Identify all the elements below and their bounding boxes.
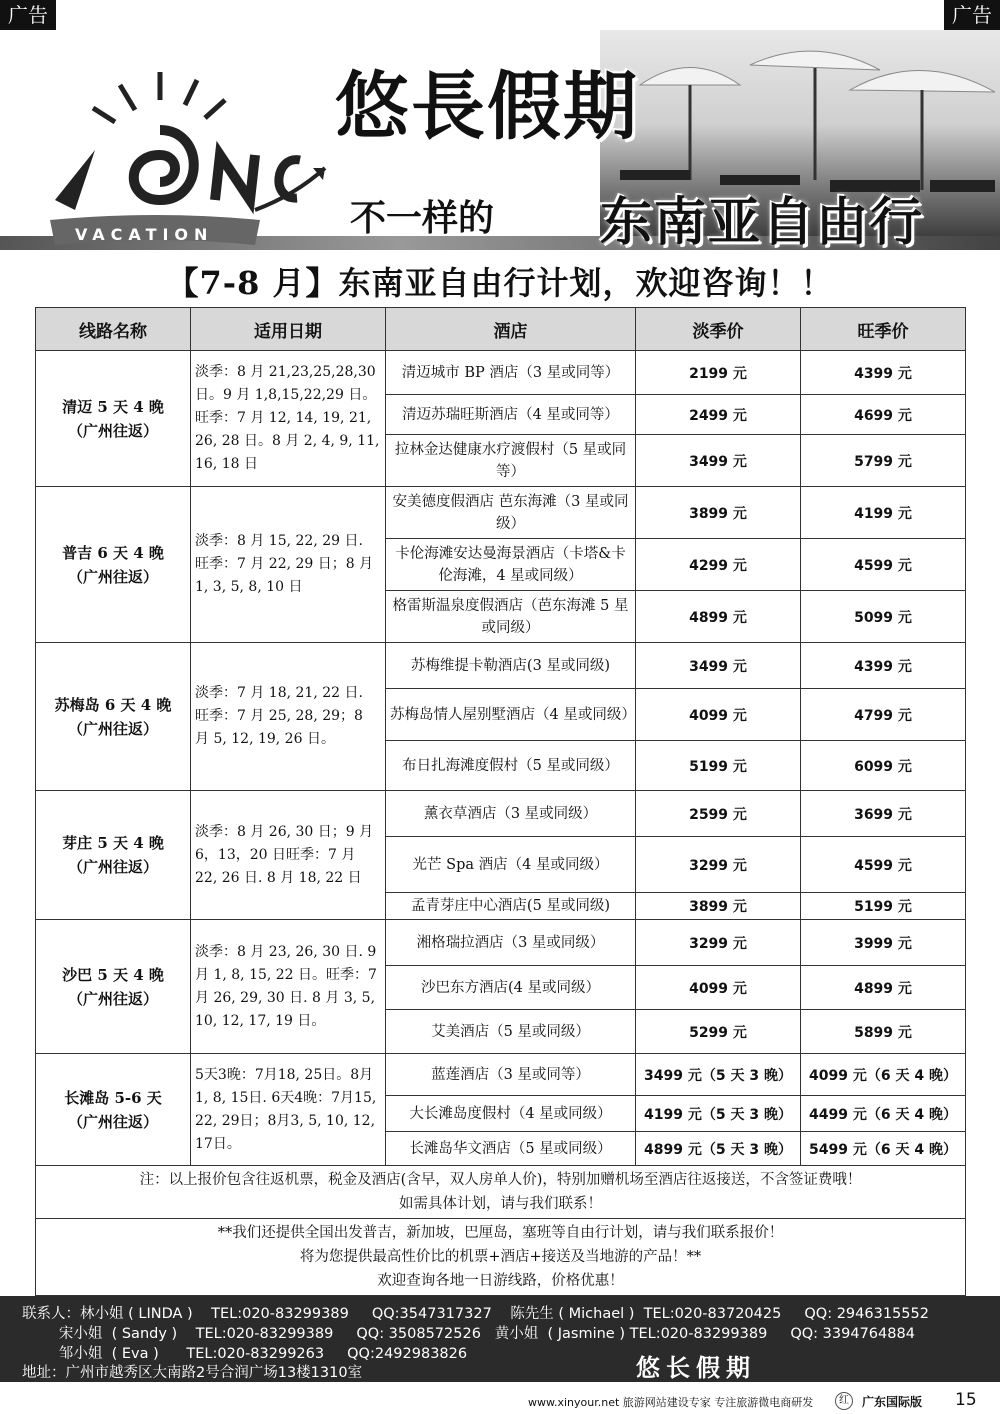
hotel-name: 苏梅维提卡勒酒店(3 星或同级) <box>386 643 636 689</box>
note-line: **我们还提供全国出发普吉，新加坡，巴厘岛，塞班等自由行计划，请与我们联系报价！ <box>217 1225 784 1241</box>
low-season-price: 3499 元（5 天 3 晚） <box>636 1054 801 1096</box>
route-name: 长滩岛 5-6 天 <box>64 1088 162 1107</box>
red-badge-icon: 红 <box>835 1392 853 1410</box>
high-season-price: 4799 元 <box>801 689 966 741</box>
brand-title: 悠長假期 <box>335 64 639 150</box>
route-dates: 淡季：8 月 21,23,25,28,30 日。9 月 1,8,15,22,29 日。旺季：7 月 12, 14, 19, 21, 26, 28 日。8 月 2, 4, 9, 11, 16, 18 日 <box>191 351 386 487</box>
high-season-price: 4399 元 <box>801 351 966 395</box>
route-name: 芽庄 5 天 4 晚 <box>62 834 164 852</box>
route-dates: 淡季：7 月 18, 21, 22 日. 旺季：7 月 25, 28, 29；8 月 5, 12, 19, 26 日。 <box>191 643 386 791</box>
price-table <box>35 307 966 1296</box>
high-season-price: 5899 元 <box>801 1010 966 1054</box>
hotel-name: 长滩岛华文酒店（5 星或同级） <box>386 1132 636 1166</box>
low-season-price: 4299 元 <box>636 539 801 591</box>
high-season-price: 3699 元 <box>801 791 966 837</box>
high-season-price: 4699 元 <box>801 395 966 435</box>
route-origin: （广州往返） <box>67 989 158 1008</box>
contact-footer <box>0 1296 1000 1382</box>
table-row <box>36 791 966 837</box>
header-dates: 适用日期 <box>191 308 386 351</box>
high-season-price: 5099 元 <box>801 591 966 643</box>
route-dates: 淡季：8 月 23, 26, 30 日. 9 月 1, 8, 15, 22 日。旺季：7 月 26, 29, 30 日. 8 月 3, 5, 10, 12, 17, 19 日。 <box>191 920 386 1054</box>
note-row <box>36 1166 966 1219</box>
high-season-price: 4599 元 <box>801 539 966 591</box>
low-season-price: 3899 元 <box>636 893 801 920</box>
note-other-plans <box>36 1219 966 1296</box>
table-row <box>36 920 966 966</box>
hotel-name: 蓝莲酒店（3 星或同等） <box>386 1054 636 1096</box>
contact-line-1: 联系人：林小姐 ( LINDA ) TEL:020-83299389 QQ:3547317327 陈先生 ( Michael ) TEL:020-83720425 QQ: 2946315552 <box>22 1306 929 1322</box>
header-banner <box>0 30 1000 250</box>
route-origin: （广州往返） <box>67 1112 158 1131</box>
low-season-price: 5199 元 <box>636 741 801 791</box>
low-season-price: 4099 元 <box>636 689 801 741</box>
hotel-name: 大长滩岛度假村（4 星或同级） <box>386 1096 636 1132</box>
contact-line-2: 宋小姐 ( Sandy ) TEL:020-83299389 QQ: 3508572526 黄小姐 ( Jasmine ) TEL:020-83299389 QQ: 3394764884 <box>22 1326 915 1342</box>
table-row <box>36 1054 966 1096</box>
low-season-price: 4099 元 <box>636 966 801 1010</box>
logo-text: VACATION <box>75 225 214 244</box>
high-season-price: 4399 元 <box>801 643 966 689</box>
low-season-price: 3299 元 <box>636 837 801 893</box>
route-dates: 淡季：8 月 15, 22, 29 日. 旺季：7 月 22, 29 日；8 月 1, 3, 5, 8, 10 日 <box>191 487 386 643</box>
hotel-name: 清迈苏瑞旺斯酒店（4 星或同等） <box>386 395 636 435</box>
hotel-name: 苏梅岛情人屋别墅酒店（4 星或同级） <box>386 689 636 741</box>
high-season-price: 3999 元 <box>801 920 966 966</box>
edition-label: 广东国际版 <box>862 1395 923 1409</box>
note-line: 注：以上报价包含往返机票，税金及酒店(含早，双人房单人价)，特别加赠机场至酒店往返接送，不含签证费哦！ <box>139 1172 862 1188</box>
high-season-price: 5799 元 <box>801 435 966 487</box>
low-season-price: 2199 元 <box>636 351 801 395</box>
low-season-price: 3899 元 <box>636 487 801 539</box>
header-high-price: 旺季价 <box>801 308 966 351</box>
route-origin: （广州往返） <box>67 858 158 876</box>
table-row <box>36 643 966 689</box>
address-line: 地址：广州市越秀区大南路2号合润广场13楼1310室 <box>22 1365 363 1381</box>
route-name-cell <box>36 920 191 1054</box>
hotel-name: 光芒 Spa 酒店（4 星或同级） <box>386 837 636 893</box>
high-season-price: 4199 元 <box>801 487 966 539</box>
hotel-name: 沙巴东方酒店(4 星或同级） <box>386 966 636 1010</box>
note-included <box>36 1166 966 1219</box>
route-dates: 淡季：8 月 26, 30 日；9 月 6，13，20 日旺季：7 月 22, 26 日. 8 月 18, 22 日 <box>191 791 386 920</box>
table-header-row <box>36 308 966 351</box>
note-line: 欢迎查询各地一日游线路，价格优惠！ <box>377 1273 624 1289</box>
hotel-name: 薰衣草酒店（3 星或同级） <box>386 791 636 837</box>
page-headline: 【7-8 月】东南亚自由行计划，欢迎咨询！！ <box>166 264 834 302</box>
high-season-price: 4599 元 <box>801 837 966 893</box>
hotel-name: 安美德度假酒店 芭东海滩（3 星或同级） <box>386 487 636 539</box>
route-name-cell <box>36 1054 191 1166</box>
route-origin: （广州往返） <box>67 719 158 738</box>
low-season-price: 4899 元（5 天 3 晚） <box>636 1132 801 1166</box>
header-low-price: 淡季价 <box>636 308 801 351</box>
route-name: 清迈 5 天 4 晚 <box>62 397 164 416</box>
high-season-price: 5499 元（6 天 4 晚） <box>801 1132 966 1166</box>
low-season-price: 3499 元 <box>636 435 801 487</box>
high-season-price: 6099 元 <box>801 741 966 791</box>
low-season-price: 4899 元 <box>636 591 801 643</box>
banner-subtitle: 东南亚自由行 <box>600 193 925 250</box>
high-season-price: 4099 元（6 天 4 晚） <box>801 1054 966 1096</box>
low-season-price: 3499 元 <box>636 643 801 689</box>
high-season-price: 5199 元 <box>801 893 966 920</box>
page-number: 15 <box>955 1390 977 1410</box>
ad-tag-left: 广告 <box>0 0 56 30</box>
route-name-cell <box>36 643 191 791</box>
low-season-price: 2499 元 <box>636 395 801 435</box>
page-bottom <box>0 1392 1000 1414</box>
low-season-price: 5299 元 <box>636 1010 801 1054</box>
hotel-name: 清迈城市 BP 酒店（3 星或同等） <box>386 351 636 395</box>
route-dates: 5天3晚：7月18, 25日。8月1, 8, 15日. 6天4晚：7月15, 22, 29日；8月3, 5, 10, 12, 17日。 <box>191 1054 386 1166</box>
zone-vacation-logo <box>25 60 345 250</box>
contact-line-3: 邹小姐 ( Eva ) TEL:020-83299263 QQ:2492983826 <box>22 1346 468 1362</box>
hotel-name: 卡伦海滩安达曼海景酒店（卡塔&卡伦海滩，4 星或同级） <box>386 539 636 591</box>
low-season-price: 2599 元 <box>636 791 801 837</box>
table-row <box>36 351 966 395</box>
footer-brand: 悠长假期 <box>636 1354 756 1382</box>
route-name-cell <box>36 791 191 920</box>
route-name: 普吉 6 天 4 晚 <box>62 543 164 562</box>
hotel-name: 布日扎海滩度假村（5 星或同级） <box>386 741 636 791</box>
low-season-price: 3299 元 <box>636 920 801 966</box>
header-hotel: 酒店 <box>386 308 636 351</box>
hotel-name: 孟青芽庄中心酒店(5 星或同级) <box>386 893 636 920</box>
route-name-cell <box>36 487 191 643</box>
hotel-name: 艾美酒店（5 星或同级） <box>386 1010 636 1054</box>
high-season-price: 4899 元 <box>801 966 966 1010</box>
route-origin: （广州往返） <box>67 421 158 440</box>
note-row <box>36 1219 966 1296</box>
route-name: 沙巴 5 天 4 晚 <box>62 965 164 984</box>
high-season-price: 4499 元（6 天 4 晚） <box>801 1096 966 1132</box>
low-season-price: 4199 元（5 天 3 晚） <box>636 1096 801 1132</box>
route-name: 苏梅岛 6 天 4 晚 <box>54 695 172 714</box>
hotel-name: 湘格瑞拉酒店（3 星或同级） <box>386 920 636 966</box>
hotel-name: 拉林金达健康水疗渡假村（5 星或同等） <box>386 435 636 487</box>
banner-subtitle-prefix: 不一样的 <box>350 198 495 239</box>
ad-tag-right: 广告 <box>944 0 1000 30</box>
header-route: 线路名称 <box>36 308 191 351</box>
table-row <box>36 487 966 539</box>
note-line: 将为您提供最高性价比的机票+酒店+接送及当地游的产品！** <box>299 1249 702 1265</box>
route-origin: （广州往返） <box>67 567 158 586</box>
site-credit: www.xinyour.net 旅游网站建设专家 专注旅游微电商研发 <box>528 1396 814 1409</box>
route-name-cell <box>36 351 191 487</box>
note-line: 如需具体计划，请与我们联系！ <box>399 1196 602 1212</box>
hotel-name: 格雷斯温泉度假酒店（芭东海滩 5 星或同级） <box>386 591 636 643</box>
